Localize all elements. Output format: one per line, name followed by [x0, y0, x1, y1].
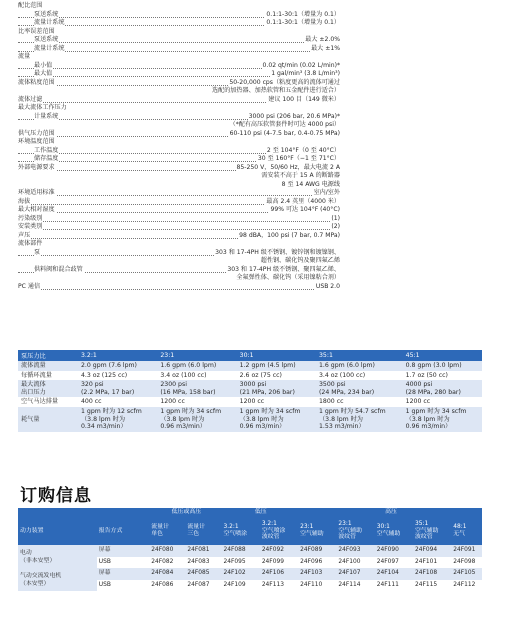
pump-table-row — [18, 397, 482, 407]
spec-value: (1) — [331, 214, 340, 222]
pump-table-cell: 2300 psi (16 MPa, 158 bar) — [157, 380, 236, 397]
spec-value: 3000 psi (206 bar, 20.6 MPa)* — [248, 112, 340, 120]
ordering-part-number: 24F100 — [338, 558, 361, 565]
spec-label: 环境适用标准 — [18, 189, 55, 196]
spec-label: 最小值 — [34, 61, 53, 69]
ordering-part-number: 24F099 — [261, 558, 284, 565]
spec-label: 供气压力范围 — [18, 129, 55, 137]
spec-label: 最大流体工作压力 — [18, 104, 67, 111]
spec-row — [18, 113, 340, 122]
spec-value: 60-110 psi (4-7.5 bar, 0.4-0.75 MPa) — [229, 129, 340, 137]
ordering-device-cell: 电动 （非本安型） — [18, 545, 97, 568]
ordering-part-number: 24F104 — [375, 568, 413, 580]
spec-row — [18, 249, 340, 258]
spec-value: 最大 ±2.0% — [305, 36, 340, 43]
ordering-header-cell: 流量计 三色 — [185, 517, 221, 545]
spec-label: 最大值 — [34, 70, 53, 77]
spec-label: 海拔 — [18, 197, 31, 205]
ordering-header-cell: 3.2:1 空气喷涂 — [222, 517, 260, 545]
spec-row — [18, 70, 340, 79]
ordering-part-number: 24F115 — [415, 581, 438, 588]
ordering-header-cell: 23:1 空气辅助 — [298, 517, 336, 545]
pump-table-row-label: 每循环流量 — [21, 371, 52, 379]
spec-row — [18, 215, 340, 224]
ordering-header — [18, 517, 482, 545]
pump-table-cell: 1200 cc — [239, 398, 265, 406]
ordering-part-number: 24F095 — [223, 558, 246, 565]
spec-label: 泵 — [34, 248, 41, 256]
pump-table-header-cell: 35:1 — [316, 350, 403, 361]
ordering-report-cell: USB — [98, 558, 111, 565]
spec-label: 最大相对湿度 — [18, 206, 55, 213]
ordering-part-number: 24F087 — [187, 581, 210, 588]
spec-label: 流体粘度范围 — [18, 78, 55, 86]
spec-value: 1 gal/min³ (3.8 L/min³) — [271, 70, 340, 77]
spec-value: 0.02 qt/min (0.02 L/min)* — [262, 61, 340, 69]
pump-table-cell: 1.7 oz (50 cc) — [405, 371, 448, 379]
pump-table-cell: 1200 cc — [405, 398, 431, 406]
spec-value: 8 至 14 AWG 电源线 — [281, 180, 340, 188]
pump-table-cell: 1 gpm 时为 34 scfm （3.8 lpm 时为 0.96 m3/min） — [237, 407, 316, 432]
ordering-header-cell: 30:1 空气辅助 — [375, 517, 413, 545]
pump-table-cell: 1200 cc — [160, 398, 185, 406]
spec-label: 比率误差范围 — [18, 27, 55, 35]
ordering-part-number: 24F113 — [261, 581, 284, 588]
spec-value: 0.1:1-30:1（增量为 0.1） — [266, 10, 340, 18]
pump-table-header-cell: 泵压力比 — [18, 350, 78, 361]
ordering-table — [18, 508, 482, 591]
spec-row — [18, 121, 340, 130]
spec-value: 建议 100 目（149 微米） — [268, 95, 340, 103]
pump-table-cell: 3500 psi (24 MPa, 234 bar) — [316, 380, 403, 397]
ordering-part-number: 24F090 — [375, 545, 413, 557]
pump-table-header-cell: 45:1 — [403, 350, 482, 361]
spec-row — [18, 172, 340, 181]
pump-table-cell: 1 gpm 时为 54.7 scfm （3.8 lpm 时为 1.53 m3/min） — [316, 407, 403, 432]
spec-row — [18, 181, 340, 190]
ordering-part-number: 24F088 — [222, 545, 260, 557]
spec-row — [18, 45, 340, 54]
ordering-part-number: 24F098 — [453, 558, 476, 565]
spec-label: 工作温度 — [34, 146, 59, 154]
spec-label: 储存温度 — [34, 155, 59, 162]
ordering-header-cell: 报告方式 — [97, 517, 150, 545]
spec-value: 98 dBA，100 psi (7 bar, 0.7 MPa) — [239, 231, 340, 239]
spec-row — [18, 53, 340, 62]
spec-label: 声压 — [18, 231, 31, 239]
spec-row — [18, 87, 340, 96]
pump-table-header-cell: 23:1 — [157, 350, 236, 361]
spec-value: 需安装不高于 15 A 的断路器 — [261, 172, 340, 179]
pump-table-cell: 4000 psi (28 MPa, 280 bar) — [403, 380, 482, 397]
ordering-part-number: 24F109 — [223, 581, 246, 588]
spec-row — [18, 274, 340, 283]
ordering-header-cell: 流量计 单色 — [149, 517, 185, 545]
spec-row — [18, 36, 340, 45]
spec-row — [18, 104, 340, 113]
ordering-info-title: 订购信息 — [20, 486, 92, 506]
ordering-part-number: 24F114 — [338, 581, 361, 588]
spec-row — [18, 2, 340, 11]
pump-table-cell: 1 gpm 时为 12 scfm （3.8 lpm 时为 0.34 m3/min） — [78, 407, 157, 432]
spec-row — [18, 266, 340, 275]
pump-table-header-cell: 30:1 — [237, 350, 316, 361]
ordering-header-cell: 3.2:1 空气喷涂 波纹管 — [260, 517, 298, 545]
ordering-header-cell: 23:1 空气辅助 波纹管 — [336, 517, 374, 545]
pump-table-cell: 1 gpm 时为 34 scfm （3.8 lpm 时为 0.96 m3/min） — [157, 407, 236, 432]
ordering-part-number: 24F086 — [151, 581, 174, 588]
ordering-part-number: 24F106 — [260, 568, 298, 580]
pump-table-cell: 3000 psi (21 MPa, 206 bar) — [237, 380, 316, 397]
pump-table-row — [18, 407, 482, 432]
ordering-report-cell: 屏幕 — [97, 568, 150, 580]
ordering-report-cell: 屏幕 — [97, 545, 150, 557]
ordering-part-number: 24F102 — [222, 568, 260, 580]
spec-row — [18, 240, 340, 249]
ordering-part-number: 24F082 — [151, 558, 174, 565]
spec-value: （*配有高压软管套件时可达 4000 psi） — [229, 121, 340, 128]
spec-row — [18, 155, 340, 164]
spec-row — [18, 138, 340, 147]
spec-label: 流量计系统 — [34, 44, 65, 52]
spec-label: 安装类别 — [18, 223, 43, 230]
pump-ratio-table — [18, 350, 482, 432]
ordering-part-number: 24F096 — [300, 558, 323, 565]
pump-table-row — [18, 380, 482, 397]
spec-row — [18, 257, 340, 266]
ordering-part-number: 24F097 — [376, 558, 399, 565]
ordering-group-header — [18, 508, 482, 517]
ordering-group-cell: 低压 — [222, 508, 299, 517]
pump-table-row-label: 最大流体 出口压力 — [18, 380, 78, 397]
ordering-part-number: 24F081 — [185, 545, 221, 557]
spec-label: 污染级别 — [18, 214, 43, 222]
ordering-part-number: 24F089 — [298, 545, 336, 557]
ordering-part-number: 24F105 — [451, 568, 482, 580]
ordering-group-cell: 高压 — [298, 508, 482, 517]
ordering-part-number: 24F112 — [453, 581, 476, 588]
ordering-part-number: 24F103 — [298, 568, 336, 580]
spec-label: 流量计系统 — [34, 19, 65, 26]
spec-row — [18, 79, 340, 88]
pump-table-row-label: 耗气量 — [18, 407, 78, 432]
spec-row — [18, 62, 340, 71]
spec-row — [18, 130, 340, 139]
ordering-row — [18, 545, 482, 557]
ordering-group-cell — [18, 508, 149, 517]
ordering-header-cell: 动力装置 — [18, 517, 97, 545]
spec-label: 流量 — [18, 53, 31, 60]
spec-value: 0.1:1-30:1（增量为 0.1） — [266, 19, 340, 26]
spec-value: 2 至 104°F（0 至 40°C） — [266, 146, 340, 154]
ordering-part-number: 24F083 — [187, 558, 210, 565]
ordering-header-cell: 35:1 空气辅助 波纹管 — [413, 517, 451, 545]
spec-row — [18, 147, 340, 156]
spec-label: 泵送系统 — [34, 36, 59, 43]
spec-row — [18, 189, 340, 198]
spec-value: 最大 ±1% — [311, 44, 340, 52]
spec-label: 流体过滤 — [18, 95, 43, 103]
ordering-part-number: 24F093 — [336, 545, 374, 557]
pump-table-header — [18, 350, 482, 361]
pump-table-cell: 3.4 oz (100 cc) — [318, 371, 366, 379]
spec-label: PC 通信 — [18, 282, 41, 290]
spec-value: 最高 2.4 英里（4000 米） — [266, 197, 340, 205]
ordering-device-cell: 气动交流发电机 （本安型） — [18, 568, 97, 591]
pump-table-cell: 400 cc — [81, 398, 102, 406]
spec-row — [18, 223, 340, 232]
spec-value: 303 和 17-4PH 级不锈钢、镀锌钢和镀镍钢、 — [215, 248, 340, 256]
ordering-part-number: 24F080 — [149, 545, 185, 557]
spec-value: 全氟弹性体、碳化钨（采用镍粘合剂） — [236, 274, 340, 281]
spec-row — [18, 11, 340, 20]
spec-row — [18, 164, 340, 173]
spec-value: 室内/室外 — [313, 189, 340, 196]
spec-row — [18, 19, 340, 28]
spec-label: 环境温度范围 — [18, 138, 55, 145]
spec-value: 50-20,000 cps（粘度更高的流体可通过 — [229, 78, 340, 86]
ordering-part-number: 24F091 — [451, 545, 482, 557]
pump-table-cell: 1 gpm 时为 34 scfm （3.8 lpm 时为 0.96 m3/min） — [403, 407, 482, 432]
pump-table-cell: 1.6 gpm (6.0 lpm) — [157, 361, 236, 371]
ordering-part-number: 24F085 — [185, 568, 221, 580]
pump-table-cell: 1.6 gpm (6.0 lpm) — [316, 361, 403, 371]
pump-table-cell: 4.3 oz (125 cc) — [81, 371, 128, 379]
ordering-part-number: 24F110 — [300, 581, 323, 588]
ordering-part-number: 24F084 — [149, 568, 185, 580]
spec-label: 配比范围 — [18, 2, 43, 9]
spec-label: 外部电源要求 — [18, 163, 55, 171]
spec-row — [18, 206, 340, 215]
ordering-part-number: 24F094 — [413, 545, 451, 557]
pump-table-row-label: 空气马达排量 — [21, 398, 59, 406]
spec-row — [18, 28, 340, 37]
pump-table-row — [18, 361, 482, 371]
ordering-row — [18, 568, 482, 580]
pump-table-cell: 0.8 gpm (3.0 lpm) — [403, 361, 482, 371]
ordering-group-cell: 低压或高压 — [149, 508, 221, 517]
ordering-header-cell: 48:1 无气 — [451, 517, 482, 545]
ordering-part-number: 24F092 — [260, 545, 298, 557]
spec-row — [18, 232, 340, 241]
pump-table-cell: 1800 cc — [318, 398, 344, 406]
spec-value: 303 和 17-4PH 级不锈钢、聚四氟乙烯、 — [227, 265, 340, 273]
specifications-list — [18, 2, 340, 291]
pump-table-cell: 3.4 oz (100 cc) — [160, 371, 207, 379]
spec-label: 供料阀和混合歧管 — [34, 265, 83, 273]
ordering-part-number: 24F101 — [415, 558, 438, 565]
ordering-part-number: 24F111 — [376, 581, 399, 588]
pump-table-cell: 2.6 oz (75 cc) — [239, 371, 282, 379]
spec-label: 泵送系统 — [34, 10, 59, 18]
pump-table-header-cell: 3.2:1 — [78, 350, 157, 361]
pump-table-cell: 320 psi (2.2 MPa, 17 bar) — [78, 380, 157, 397]
ordering-report-cell: USB — [98, 581, 111, 588]
spec-value: 选配的加热器、加热软管和五金配件进行适合） — [212, 87, 340, 94]
spec-value: (2) — [331, 223, 340, 230]
spec-value: 99% 可达 104°F (40°C) — [270, 206, 340, 213]
spec-row — [18, 198, 340, 207]
ordering-part-number: 24F107 — [336, 568, 374, 580]
spec-value: 超性钢、碳化钨及聚四氟乙烯 — [260, 257, 340, 264]
spec-row — [18, 96, 340, 105]
spec-value: 85-250 V，50/60 Hz，最大电流 2 A — [236, 163, 340, 171]
pump-table-row-label: 流体流量 — [18, 361, 78, 371]
pump-table-cell: 2.0 gpm (7.6 lpm) — [78, 361, 157, 371]
pump-table-row — [18, 371, 482, 381]
spec-value: 30 至 160°F（−1 至 71°C） — [257, 155, 340, 162]
spec-label: 计量系统 — [34, 112, 59, 120]
ordering-part-number: 24F108 — [413, 568, 451, 580]
spec-row — [18, 283, 340, 292]
spec-label: 流体部件 — [18, 240, 43, 247]
pump-table-cell: 1.2 gpm (4.5 lpm) — [237, 361, 316, 371]
spec-value: USB 2.0 — [315, 282, 340, 290]
